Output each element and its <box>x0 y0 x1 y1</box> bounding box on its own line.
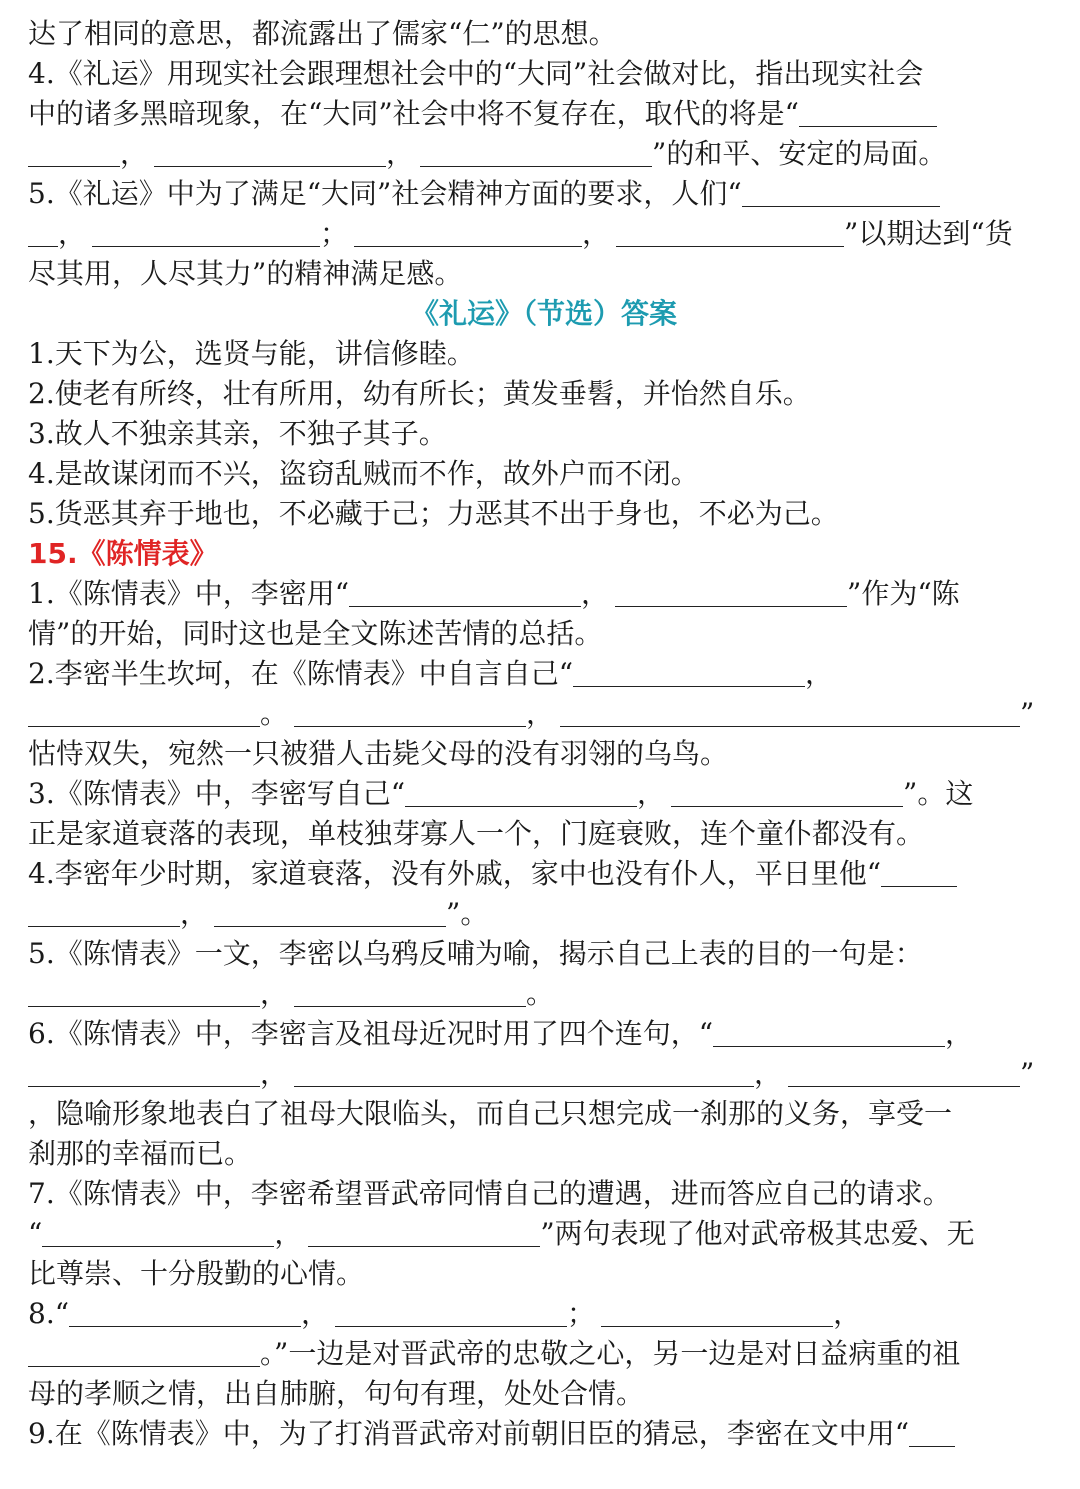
question-text: 3.《陈情表》中，李密写自己“ <box>28 777 406 810</box>
fill-blank[interactable] <box>788 1056 1020 1087</box>
punctuation: 。 <box>526 977 555 1010</box>
question-line <box>28 854 1060 894</box>
fill-blank[interactable] <box>294 1056 754 1087</box>
question-text: 1.《陈情表》中，李密用“ <box>28 577 350 610</box>
fill-blank[interactable] <box>405 776 637 807</box>
question-line <box>28 654 1060 694</box>
fill-blank[interactable] <box>349 576 581 607</box>
question-line <box>28 934 1060 974</box>
question-line <box>28 1094 1060 1134</box>
question-text: 母的孝顺之情，出自肺腑，句句有理，处处合情。 <box>28 1377 645 1410</box>
fill-blank[interactable] <box>601 1296 833 1327</box>
answer-line <box>28 334 1060 374</box>
fill-blank[interactable] <box>616 216 844 247</box>
question-text: ”两句表现了他对武帝极其忠爱、无 <box>540 1217 975 1250</box>
answer-line <box>28 414 1060 454</box>
question-text: 2.李密半生坎坷，在《陈情表》中自言自己“ <box>28 657 574 690</box>
question-text: 怙恃双失，宛然一只被猎人击毙父母的没有羽翎的乌鸟。 <box>28 737 729 770</box>
worksheet-page <box>28 14 1060 1454</box>
question-text: 8.“ <box>28 1297 70 1330</box>
question-text: 5.《陈情表》一文，李密以乌鸦反哺为喻，揭示自己上表的目的一句是： <box>28 937 923 970</box>
question-line <box>28 134 1060 174</box>
question-line <box>28 614 1060 654</box>
question-line <box>28 1174 1060 1214</box>
fill-blank[interactable] <box>420 136 652 167</box>
question-text: 6.《陈情表》中，李密言及祖母近况时用了四个连句，“ <box>28 1017 714 1050</box>
punctuation: ” <box>1020 697 1035 730</box>
fill-blank[interactable] <box>28 696 260 727</box>
question-text: 刹那的幸福而已。 <box>28 1137 253 1170</box>
punctuation: “ <box>28 1217 43 1250</box>
answer-text: 1.天下为公，选贤与能，讲信修睦。 <box>28 337 475 370</box>
fill-blank[interactable] <box>92 216 320 247</box>
question-text: ，隐喻形象地表白了祖母大限临头，而自己只想完成一刹那的义务，享受一 <box>28 1097 953 1130</box>
question-text: 7.《陈情表》中，李密希望晋武帝同情自己的遭遇，进而答应自己的请求。 <box>28 1177 951 1210</box>
question-line <box>28 694 1060 734</box>
punctuation: ， <box>581 577 610 610</box>
question-line <box>28 254 1060 294</box>
punctuation: ， <box>58 217 87 250</box>
question-line <box>28 974 1060 1014</box>
question-text: ”作为“陈 <box>847 577 960 610</box>
question-line <box>28 174 1060 214</box>
fill-blank[interactable] <box>69 1296 301 1327</box>
answer-line <box>28 374 1060 414</box>
question-text: 4.《礼运》用现实社会跟理想社会中的“大同”社会做对比，指出现实社会 <box>28 57 924 90</box>
punctuation: ， <box>120 137 149 170</box>
question-text: 。”一边是对晋武帝的忠敬之心，另一边是对日益病重的祖 <box>260 1337 961 1370</box>
fill-blank[interactable] <box>335 1296 567 1327</box>
punctuation: ， <box>274 1217 303 1250</box>
question-text: 情”的开始，同时这也是全文陈述苦情的总括。 <box>28 617 603 650</box>
question-line <box>28 1374 1060 1414</box>
fill-blank[interactable] <box>742 176 940 207</box>
question-text: 中的诸多黑暗现象，在“大同”社会中将不复存在，取代的将是“ <box>28 97 799 130</box>
question-text: 4.李密年少时期，家道衰落，没有外戚，家中也没有仆人，平日里他“ <box>28 857 882 890</box>
question-line <box>28 1294 1060 1334</box>
answer-text: 3.故人不独亲其亲，不独子其子。 <box>28 417 447 450</box>
answer-text: 5.货恶其弃于地也，不必藏于己；力恶其不出于身也，不必为己。 <box>28 497 839 530</box>
punctuation: ， <box>260 977 289 1010</box>
question-line <box>28 214 1060 254</box>
section-heading: 15.《陈情表》 <box>28 537 218 570</box>
punctuation: ， <box>180 897 209 930</box>
punctuation: ， <box>260 1057 289 1090</box>
question-line <box>28 774 1060 814</box>
paragraph-text: 达了相同的意思，都流露出了儒家“仁”的思想。 <box>28 17 617 50</box>
text-line <box>28 14 1060 54</box>
question-line <box>28 94 1060 134</box>
answer-text: 4.是故谋闭而不兴，盗窃乱贼而不作，故外户而不闭。 <box>28 457 699 490</box>
question-line <box>28 814 1060 854</box>
question-text: 5.《礼运》中为了满足“大同”社会精神方面的要求，人们“ <box>28 177 742 210</box>
fill-blank[interactable] <box>294 976 526 1007</box>
fill-blank[interactable] <box>354 216 582 247</box>
question-line <box>28 734 1060 774</box>
fill-blank[interactable] <box>573 656 805 687</box>
question-text: ”以期达到“货 <box>844 217 1013 250</box>
fill-blank[interactable] <box>308 1216 540 1247</box>
question-line <box>28 1054 1060 1094</box>
question-text: ”。这 <box>903 777 974 810</box>
punctuation: ， <box>386 137 415 170</box>
fill-blank[interactable] <box>28 1336 260 1367</box>
question-text: 尽其用，人尽其力”的精神满足感。 <box>28 257 463 290</box>
fill-blank[interactable] <box>560 696 1020 727</box>
question-line <box>28 1014 1060 1054</box>
answer-line <box>28 494 1060 534</box>
punctuation: ； <box>320 217 349 250</box>
punctuation: 。 <box>260 697 289 730</box>
fill-blank[interactable] <box>909 1416 955 1447</box>
fill-blank[interactable] <box>28 1056 260 1087</box>
question-line <box>28 54 1060 94</box>
question-line <box>28 574 1060 614</box>
fill-blank[interactable] <box>294 696 526 727</box>
punctuation: ， <box>301 1297 330 1330</box>
punctuation: ” <box>1020 1057 1035 1090</box>
question-text: 9.在《陈情表》中，为了打消晋武帝对前朝旧臣的猜忌，李密在文中用“ <box>28 1417 910 1450</box>
question-line <box>28 1414 1060 1454</box>
fill-blank[interactable] <box>42 1216 274 1247</box>
fill-blank[interactable] <box>28 136 120 167</box>
answer-heading: 《礼运》（节选）答案 <box>410 297 677 330</box>
punctuation: ， <box>637 777 666 810</box>
fill-blank[interactable] <box>154 136 386 167</box>
question-line <box>28 894 1060 934</box>
punctuation: ， <box>754 1057 783 1090</box>
fill-blank[interactable] <box>713 1016 945 1047</box>
fill-blank[interactable] <box>214 896 446 927</box>
punctuation: ， <box>805 657 834 690</box>
question-text: 比尊崇、十分殷勤的心情。 <box>28 1257 365 1290</box>
question-text: ”的和平、安定的局面。 <box>652 137 947 170</box>
fill-blank[interactable] <box>615 576 847 607</box>
answer-text: 2.使老有所终，壮有所用，幼有所长；黄发垂髫，并怡然自乐。 <box>28 377 811 410</box>
punctuation: ”。 <box>446 897 489 930</box>
fill-blank[interactable] <box>28 216 58 247</box>
answer-line <box>28 454 1060 494</box>
fill-blank[interactable] <box>28 976 260 1007</box>
question-line <box>28 1254 1060 1294</box>
punctuation: ， <box>833 1297 862 1330</box>
punctuation: ， <box>945 1017 974 1050</box>
fill-blank[interactable] <box>671 776 903 807</box>
fill-blank[interactable] <box>799 96 937 127</box>
question-text: 正是家道衰落的表现，单枝独芽寡人一个，门庭衰败，连个童仆都没有。 <box>28 817 925 850</box>
punctuation: ， <box>582 217 611 250</box>
question-line <box>28 1214 1060 1254</box>
question-line <box>28 1134 1060 1174</box>
fill-blank[interactable] <box>28 896 180 927</box>
punctuation: ； <box>567 1297 596 1330</box>
fill-blank[interactable] <box>881 856 957 887</box>
punctuation: ， <box>526 697 555 730</box>
question-line <box>28 1334 1060 1374</box>
